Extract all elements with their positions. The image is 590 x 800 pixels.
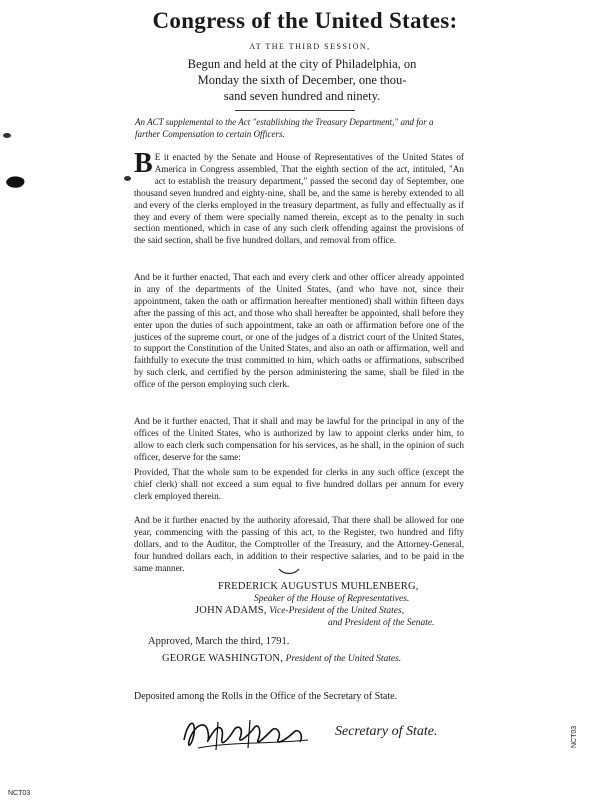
flourish [278, 566, 300, 576]
speaker-title: Speaker of the House of Representatives. [254, 594, 410, 604]
vp-signature-block [195, 604, 475, 618]
document-title: Congress of the United States: [152, 8, 458, 33]
begun-line: Monday the sixth of December, one thou- [197, 73, 407, 87]
begun-line: sand seven hundred and ninety. [223, 89, 381, 103]
paragraph-oath: And be it further enacted, That each and every clerk and other officer already appointed in any of the departments of the United States, (and who have not, since their appointment, taken the oath or affirmation hereafter mentioned) shall within fifteen days after the passing of this act, and those who shall hereafter be appointed, shall before they enter upon the duties of such appointment, take an oath or affirmation before one of the justices of the supreme court, or one of the judges of a district court of the United States, to support the Constitution of the United States, and also an oath or affirmation, well and faithfully to execute the trust committed to him, which oaths or affirmations, subscribed by such clerk, and certified by the person administering the same, shall be filed in the office of the person employing such clerk. [134, 272, 464, 390]
vp-name: JOHN ADAMS, [195, 605, 267, 616]
paragraph-allowance: And be it further enacted by the authority aforesaid, That there shall be allowed for one year, commencing with the passing of this act, to the Register, two hundred and fifty dollars, and to the Auditor, the Comptroller of the Treasury, and the Attorney-General, four hundred dollars each, in addition to their respective salaries, and to be paid in the same manner. [134, 515, 464, 573]
session-line: AT THE THIRD SESSION, [249, 42, 371, 51]
president-title: President of the United States. [285, 654, 402, 664]
divider [235, 110, 355, 111]
president-signature-block [162, 652, 482, 666]
president-name: GEORGE WASHINGTON, [162, 653, 284, 664]
drop-cap: B [134, 148, 153, 179]
paragraph-compensation: And be it further enacted, That it shall and may be lawful for the principal in any of the offices of the United States, who is authorized by law to appoint clerks under him, to allow to each clerk such compensation for his services, as he shall, in the opinion of such officer, deserve for the same: [134, 416, 464, 462]
vp-title: Vice-President of the United States, [269, 606, 405, 616]
paragraph-proviso: Provided, That the whole sum to be expended for clerks in any such office (except the chief clerk) shall not exceed a sum equal to five hundred dollars per annum for every clerk employed therein. [134, 467, 464, 501]
paragraph-enacting [134, 148, 464, 247]
deposit-notice: Deposited among the Rolls in the Office of the Secretary of State. [134, 691, 398, 702]
catalog-id: NCT03 [8, 790, 31, 797]
ink-mark [124, 176, 131, 181]
ink-mark [3, 133, 11, 138]
secretary-title: Secretary of State. [335, 724, 438, 739]
ink-blot [4, 175, 26, 189]
vp-title-continued: and President of the Senate. [328, 618, 435, 628]
speaker-name: FREDERICK AUGUSTUS MUHLENBERG, [218, 581, 419, 592]
speaker-signature-block [218, 580, 478, 606]
catalog-id: NCT03 [571, 725, 578, 748]
handwritten-signature [178, 710, 328, 758]
begun-heading [112, 56, 492, 104]
begun-line: Begun and held at the city of Philadelphia, on [187, 57, 417, 71]
act-title: An ACT supplemental to the Act "establishing the Treasury Department," and for a farther Compensation to certain Officers. [135, 117, 434, 139]
approval-date: Approved, March the third, 1791. [148, 636, 290, 647]
paragraph-text: E it enacted by the Senate and House of Representatives of the United States of America in Congress assembled, That the eighth section of the act, intituled, "An act to establish the treasury department," passed the second day of September, one thousand seven hundred and eighty-nine, shall be, and the same is hereby extended to all and every of the clerks employed in the treasury department, as fully and effectually as if they and every of them were specially named therein, except as to the penalty in such section mentioned, which in case of any such clerk offending against the provisions of the said section, shall be five hundred dollars, and removal from office. [134, 152, 464, 246]
